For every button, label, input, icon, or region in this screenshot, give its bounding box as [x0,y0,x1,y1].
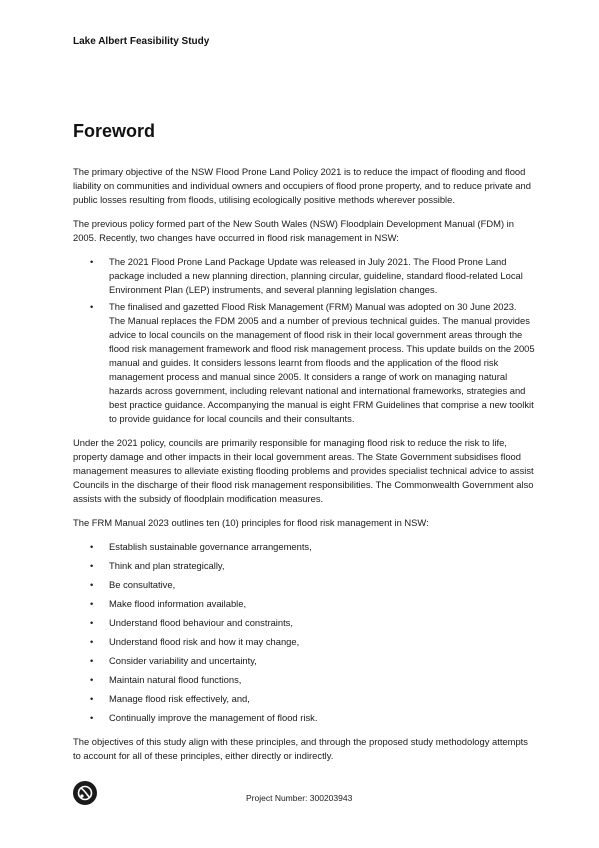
paragraph-study-objectives: The objectives of this study align with these principles, and through the proposed study methodology attempts to account for all of these principles, either directly or indirectly. [73,736,528,761]
list-item: • Manage flood risk effectively, and, [73,692,535,706]
list-item: • The 2021 Flood Prone Land Package Update was released in July 2021. The Flood Prone Land package included a new planning direction, planning circular, guideline, standard flood-related Local Environment Plan (LEP) instruments, and several planning legislation changes. [73,255,535,297]
list-item: • The finalised and gazetted Flood Risk Management (FRM) Manual was adopted on 30 June 2023. The Manual replaces the FDM 2005 and a number of previous technical guides. The manual provides advice to local councils on the management of flood risk in their local government areas through the flood risk management framework and flood risk management process. This update builds on the 2005 manual and guides. It considers lessons learnt from floods and the application of the flood risk management process and manual since 2005. It considers a range of work on managing natural hazards across government, including relevant national and international frameworks, strategies and best practice guidance. Accompanying the manual is eight FRM Guidelines that comprise a new toolkit to provide guidance for local councils and their consultants. [73,300,535,426]
list-item: • Make flood information available, [73,597,535,611]
company-logo-icon [73,781,97,805]
list-item: • Consider variability and uncertainty, [73,654,535,668]
list-item: • Understand flood risk and how it may change, [73,635,535,649]
list-item: • Maintain natural flood functions, [73,673,535,687]
principles-list [73,540,535,725]
project-number: Project Number: 300203943 [246,793,353,803]
list-item: • Understand flood behaviour and constraints, [73,616,535,630]
changes-list [73,255,535,426]
list-item: • Be consultative, [73,578,535,592]
list-item: • Continually improve the management of flood risk. [73,711,535,725]
paragraph-responsibilities: Under the 2021 policy, councils are primarily responsible for managing flood risk to reduce the risk to life, property damage and other impacts in their local government areas. The State Government subsidises flood management measures to alleviate existing flooding problems and provides specialist technical advice to assist Councils in the discharge of their flood risk management responsibilities. The Commonwealth Government also assists with the subsidy of floodplain modification measures. [73,437,534,504]
document-header-title: Lake Albert Feasibility Study [73,36,210,47]
paragraph-principles-intro: The FRM Manual 2023 outlines ten (10) principles for flood risk management in NSW: [73,517,429,528]
list-item: • Establish sustainable governance arrangements, [73,540,535,554]
list-item: • Think and plan strategically, [73,559,535,573]
paragraph-objective: The primary objective of the NSW Flood Prone Land Policy 2021 is to reduce the impact of flooding and flood liability on communities and individual owners and occupiers of flood prone property, and to reduce private and public losses resulting from floods, utilising ecologically positive methods wherever possible. [73,166,531,205]
page-title: Foreword [73,121,156,141]
paragraph-previous-policy: The previous policy formed part of the New South Wales (NSW) Floodplain Development Manual (FDM) in 2005. Recently, two changes have occurred in flood risk management in NSW: [73,218,514,243]
document-body [73,165,535,773]
